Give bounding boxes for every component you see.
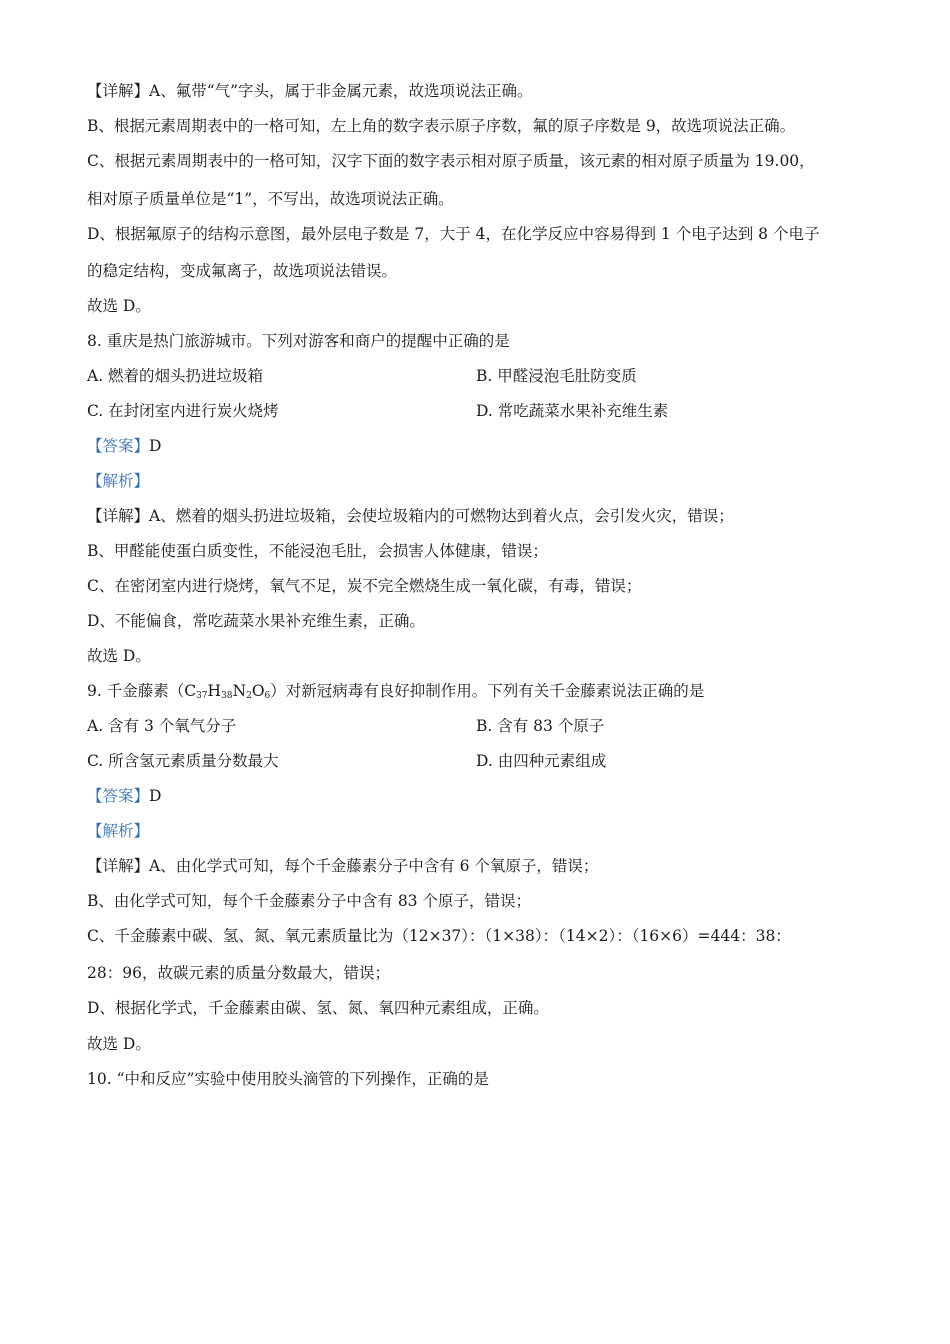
q9-conclusion: 故选 D。	[87, 1035, 151, 1053]
q9-formula-sub-c: 37	[196, 691, 208, 701]
q7-detail-line-5: D、根据氟原子的结构示意图，最外层电子数是 7，大于 4，在化学反应中容易得到 1 个电子达到 8 个电子	[87, 225, 820, 243]
q9-formula-sub-o: 6	[264, 691, 271, 701]
q8-detail-3: C、在密闭室内进行烧烤，氧气不足，炭不完全燃烧生成一氧化碳，有毒，错误；	[87, 577, 642, 595]
q9-formula-sub-h: 38	[221, 691, 233, 701]
q9-detail-5: D、根据化学式，千金藤素由碳、氢、氮、氧四种元素组成，正确。	[87, 999, 549, 1017]
q9-option-b: B. 含有 83 个原子	[476, 717, 605, 735]
q8-option-d: D. 常吃蔬菜水果补充维生素	[476, 402, 669, 420]
q9-formula-h: H	[207, 682, 222, 700]
q7-detail-line-2: B、根据元素周期表中的一格可知，左上角的数字表示原子序数，氟的原子序数是 9，故选项说法正确。	[87, 117, 796, 135]
q8-detail-2: B、甲醛能使蛋白质变性，不能浸泡毛肚，会损害人体健康，错误；	[87, 542, 548, 560]
q7-conclusion: 故选 D。	[87, 297, 151, 315]
q9-question-prefix: 9. 千金藤素（C	[87, 682, 197, 700]
q7-detail-line-4: 相对原子质量单位是“1”，不写出，故选项说法正确。	[87, 190, 454, 208]
q9-option-a: A. 含有 3 个氧气分子	[87, 717, 237, 735]
q8-detail-1: 【详解】A、燃着的烟头扔进垃圾箱，会使垃圾箱内的可燃物达到着火点，会引发火灾，错误；	[87, 507, 734, 525]
q8-conclusion: 故选 D。	[87, 647, 151, 665]
q8-answer-value: D	[149, 437, 162, 455]
q9-question-suffix: ）对新冠病毒有良好抑制作用。下列有关千金藤素说法正确的是	[270, 682, 705, 700]
q9-detail-3: C、千金藤素中碳、氢、氮、氧元素质量比为（12×37）：（1×38）：（14×2）：（16×6）=444：38：	[87, 927, 791, 945]
q9-formula-o: O	[251, 682, 265, 700]
q8-detail-4: D、不能偏食，常吃蔬菜水果补充维生素，正确。	[87, 612, 425, 630]
q9-formula-n: N	[232, 682, 247, 700]
q9-option-d: D. 由四种元素组成	[476, 752, 607, 770]
q9-answer	[87, 786, 161, 806]
q9-question	[87, 681, 704, 706]
q8-analysis-label: 【解析】	[87, 472, 150, 490]
q9-analysis-label: 【解析】	[87, 822, 150, 840]
q9-option-c: C. 所含氢元素质量分数最大	[87, 752, 279, 770]
q8-option-c: C. 在封闭室内进行炭火烧烤	[87, 402, 279, 420]
q9-detail-4: 28：96，故碳元素的质量分数最大，错误；	[87, 964, 390, 982]
q8-answer	[87, 436, 161, 456]
q10-question: 10. “中和反应”实验中使用胶头滴管的下列操作，正确的是	[87, 1070, 489, 1088]
q8-option-a: A. 燃着的烟头扔进垃圾箱	[87, 367, 264, 385]
q7-detail-line-6: 的稳定结构，变成氟离子，故选项说法错误。	[87, 262, 398, 280]
q8-question: 8. 重庆是热门旅游城市。下列对游客和商户的提醒中正确的是	[87, 332, 510, 350]
q9-formula-sub-n: 2	[246, 691, 252, 701]
q7-detail-line-3: C、根据元素周期表中的一格可知，汉字下面的数字表示相对原子质量，该元素的相对原子质量为 19.00，	[87, 152, 815, 170]
q9-detail-1: 【详解】A、由化学式可知，每个千金藤素分子中含有 6 个氧原子，错误；	[87, 857, 599, 875]
q9-answer-value: D	[149, 787, 162, 805]
q8-answer-label: 【答案】	[87, 437, 150, 455]
q8-option-b: B. 甲醛浸泡毛肚防变质	[476, 367, 637, 385]
q9-detail-2: B、由化学式可知，每个千金藤素分子中含有 83 个原子，错误；	[87, 892, 531, 910]
q7-detail-line-1: 【详解】A、氟带“气”字头，属于非金属元素，故选项说法正确。	[87, 82, 533, 100]
q9-answer-label: 【答案】	[87, 787, 150, 805]
